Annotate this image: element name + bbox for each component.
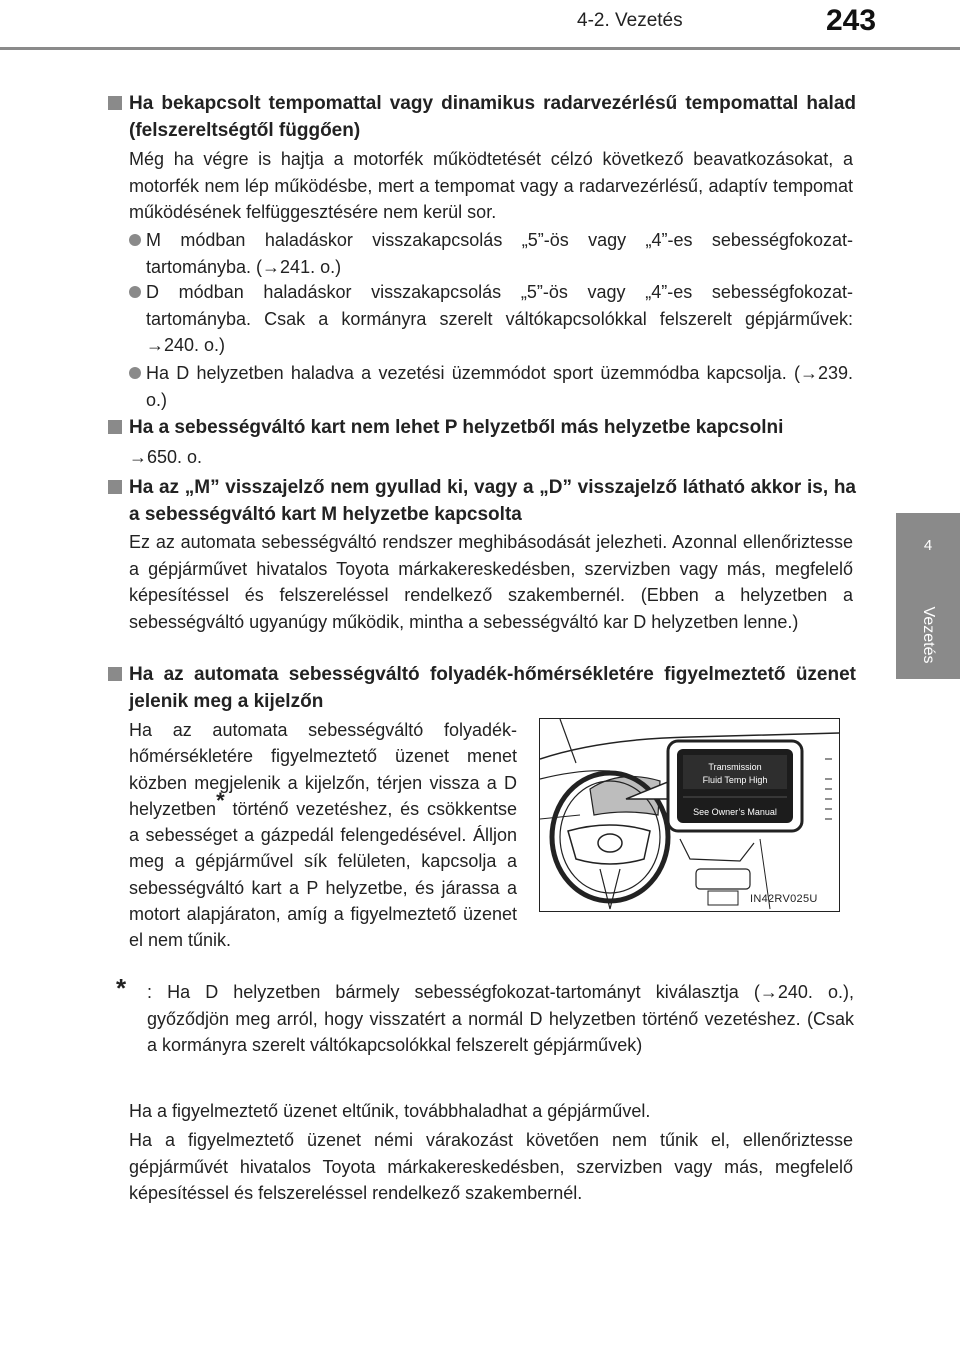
square-bullet-icon — [108, 96, 122, 110]
dashboard-illustration — [539, 718, 840, 912]
page-reference: →650. o. — [129, 447, 203, 467]
square-bullet-icon — [108, 480, 122, 494]
square-bullet-icon — [108, 667, 122, 681]
section-body-m-indicator: Ez az automata sebességváltó rendszer meghibásodását jelezheti. Azonnal ellenőriztesse a gépjárművet hivatalos Toyota márkakereskedésben, szervizben vagy más, megfelelő képesítéssel és felszereléssel rendelkező szakembernél. (Ebben a helyzetben a sebességváltó ugyanúgy működik, mintha a sebességváltó kar D helyzetben lenne.) — [129, 532, 853, 632]
page-number: 243 — [826, 4, 877, 37]
chapter-tab — [896, 513, 960, 679]
round-bullet-icon — [129, 234, 141, 246]
section-title-shift-lever: Ha a sebességváltó kart nem lehet P helyzetből más helyzetbe kapcsolni — [108, 414, 856, 441]
display-text-line: Fluid Temp High — [702, 775, 768, 785]
round-bullet-icon — [129, 286, 141, 298]
closing-paragraph: Ha a figyelmeztető üzenet eltűnik, továbbhaladhat a gépjárművel. — [129, 1101, 651, 1121]
bullet-item: D módban haladáskor visszakapcsolás „5”-ös vagy „4”-es sebességfokozat-tartományba. Csak a kormányra szerelt váltókapcsolókkal felszerelt gépjárművek: →240. o.) — [129, 279, 853, 359]
section-body-fluid-temp: Ha az automata sebességváltó folyadék-hőmérsékletére figyelmeztető üzenet menet közben megjelenik a kijelzőn, térjen vissza a D helyzetben* történő vezetéshez, és csökkentse a sebességet a gázpedál felengedésével. Álljon meg a gépjárművel sík felületen, kapcsolja a sebességváltó kart a P helyzetbe, és járassa a motort alapjáraton, amíg a figyelmeztető üzenet el nem tűnik. — [129, 720, 517, 951]
display-text-line: Transmission — [708, 762, 762, 772]
footnote: * : Ha D helyzetben bármely sebességfokozat-tartományt kiválasztja (→240. o.), győződjön meg arról, hogy visszatért a normál D helyzetben történő vezetéshez. (Csak a kormányra szerelt váltókapcsolókkal felszerelt gépjárművek) — [116, 973, 854, 1055]
header-rule — [0, 47, 960, 50]
display-text-line: See Owner’s Manual — [693, 807, 777, 817]
section-title-m-indicator: Ha az „M” visszajelző nem gyullad ki, vagy a „D” visszajelző látható akkor is, ha a sebességváltó kart M helyzetbe kapcsolta — [108, 474, 856, 528]
square-bullet-icon — [108, 420, 122, 434]
figure-code: IN42RV025U — [750, 893, 818, 905]
section-title-cruise-control: Ha bekapcsolt tempomattal vagy dinamikus radarvezérlésű tempomattal halad (felszereltségtől függően) — [108, 90, 856, 144]
chapter-number: 4 — [923, 537, 933, 554]
footnote-star: * — [116, 973, 127, 1003]
dashboard-drawing — [540, 719, 839, 911]
section-header: 4-2. Vezetés — [577, 10, 683, 31]
bullet-item: M módban haladáskor visszakapcsolás „5”-ös vagy „4”-es sebességfokozat-tartományba. (→241. o.) — [129, 227, 853, 280]
closing-paragraph: Ha a figyelmeztető üzenet némi várakozást követően nem tűnik el, ellenőriztesse gépjárművét hivatalos Toyota márkakereskedésben, szervizben vagy más, megfelelő képesítéssel és felszereléssel rendelkező szakembernél. — [129, 1130, 853, 1203]
footnote-marker: * — [216, 787, 225, 813]
section-title-fluid-temp: Ha az automata sebességváltó folyadék-hőmérsékletére figyelmeztető üzenet jelenik meg a kijelzőn — [108, 661, 856, 715]
chapter-label: Vezetés — [920, 606, 937, 664]
bullet-item: Ha D helyzetben haladva a vezetési üzemmódot sport üzemmódba kapcsolja. (→239. o.) — [129, 360, 853, 413]
section-body-cruise-control: Még ha végre is hajtja a motorfék működtetését célzó következő beavatkozásokat, a motorfék nem lép működésbe, mert a tempomat vagy a radarvezérlésű, adaptív tempomat működésének felfüggesztésére nem kerül sor. — [129, 149, 853, 222]
round-bullet-icon — [129, 367, 141, 379]
